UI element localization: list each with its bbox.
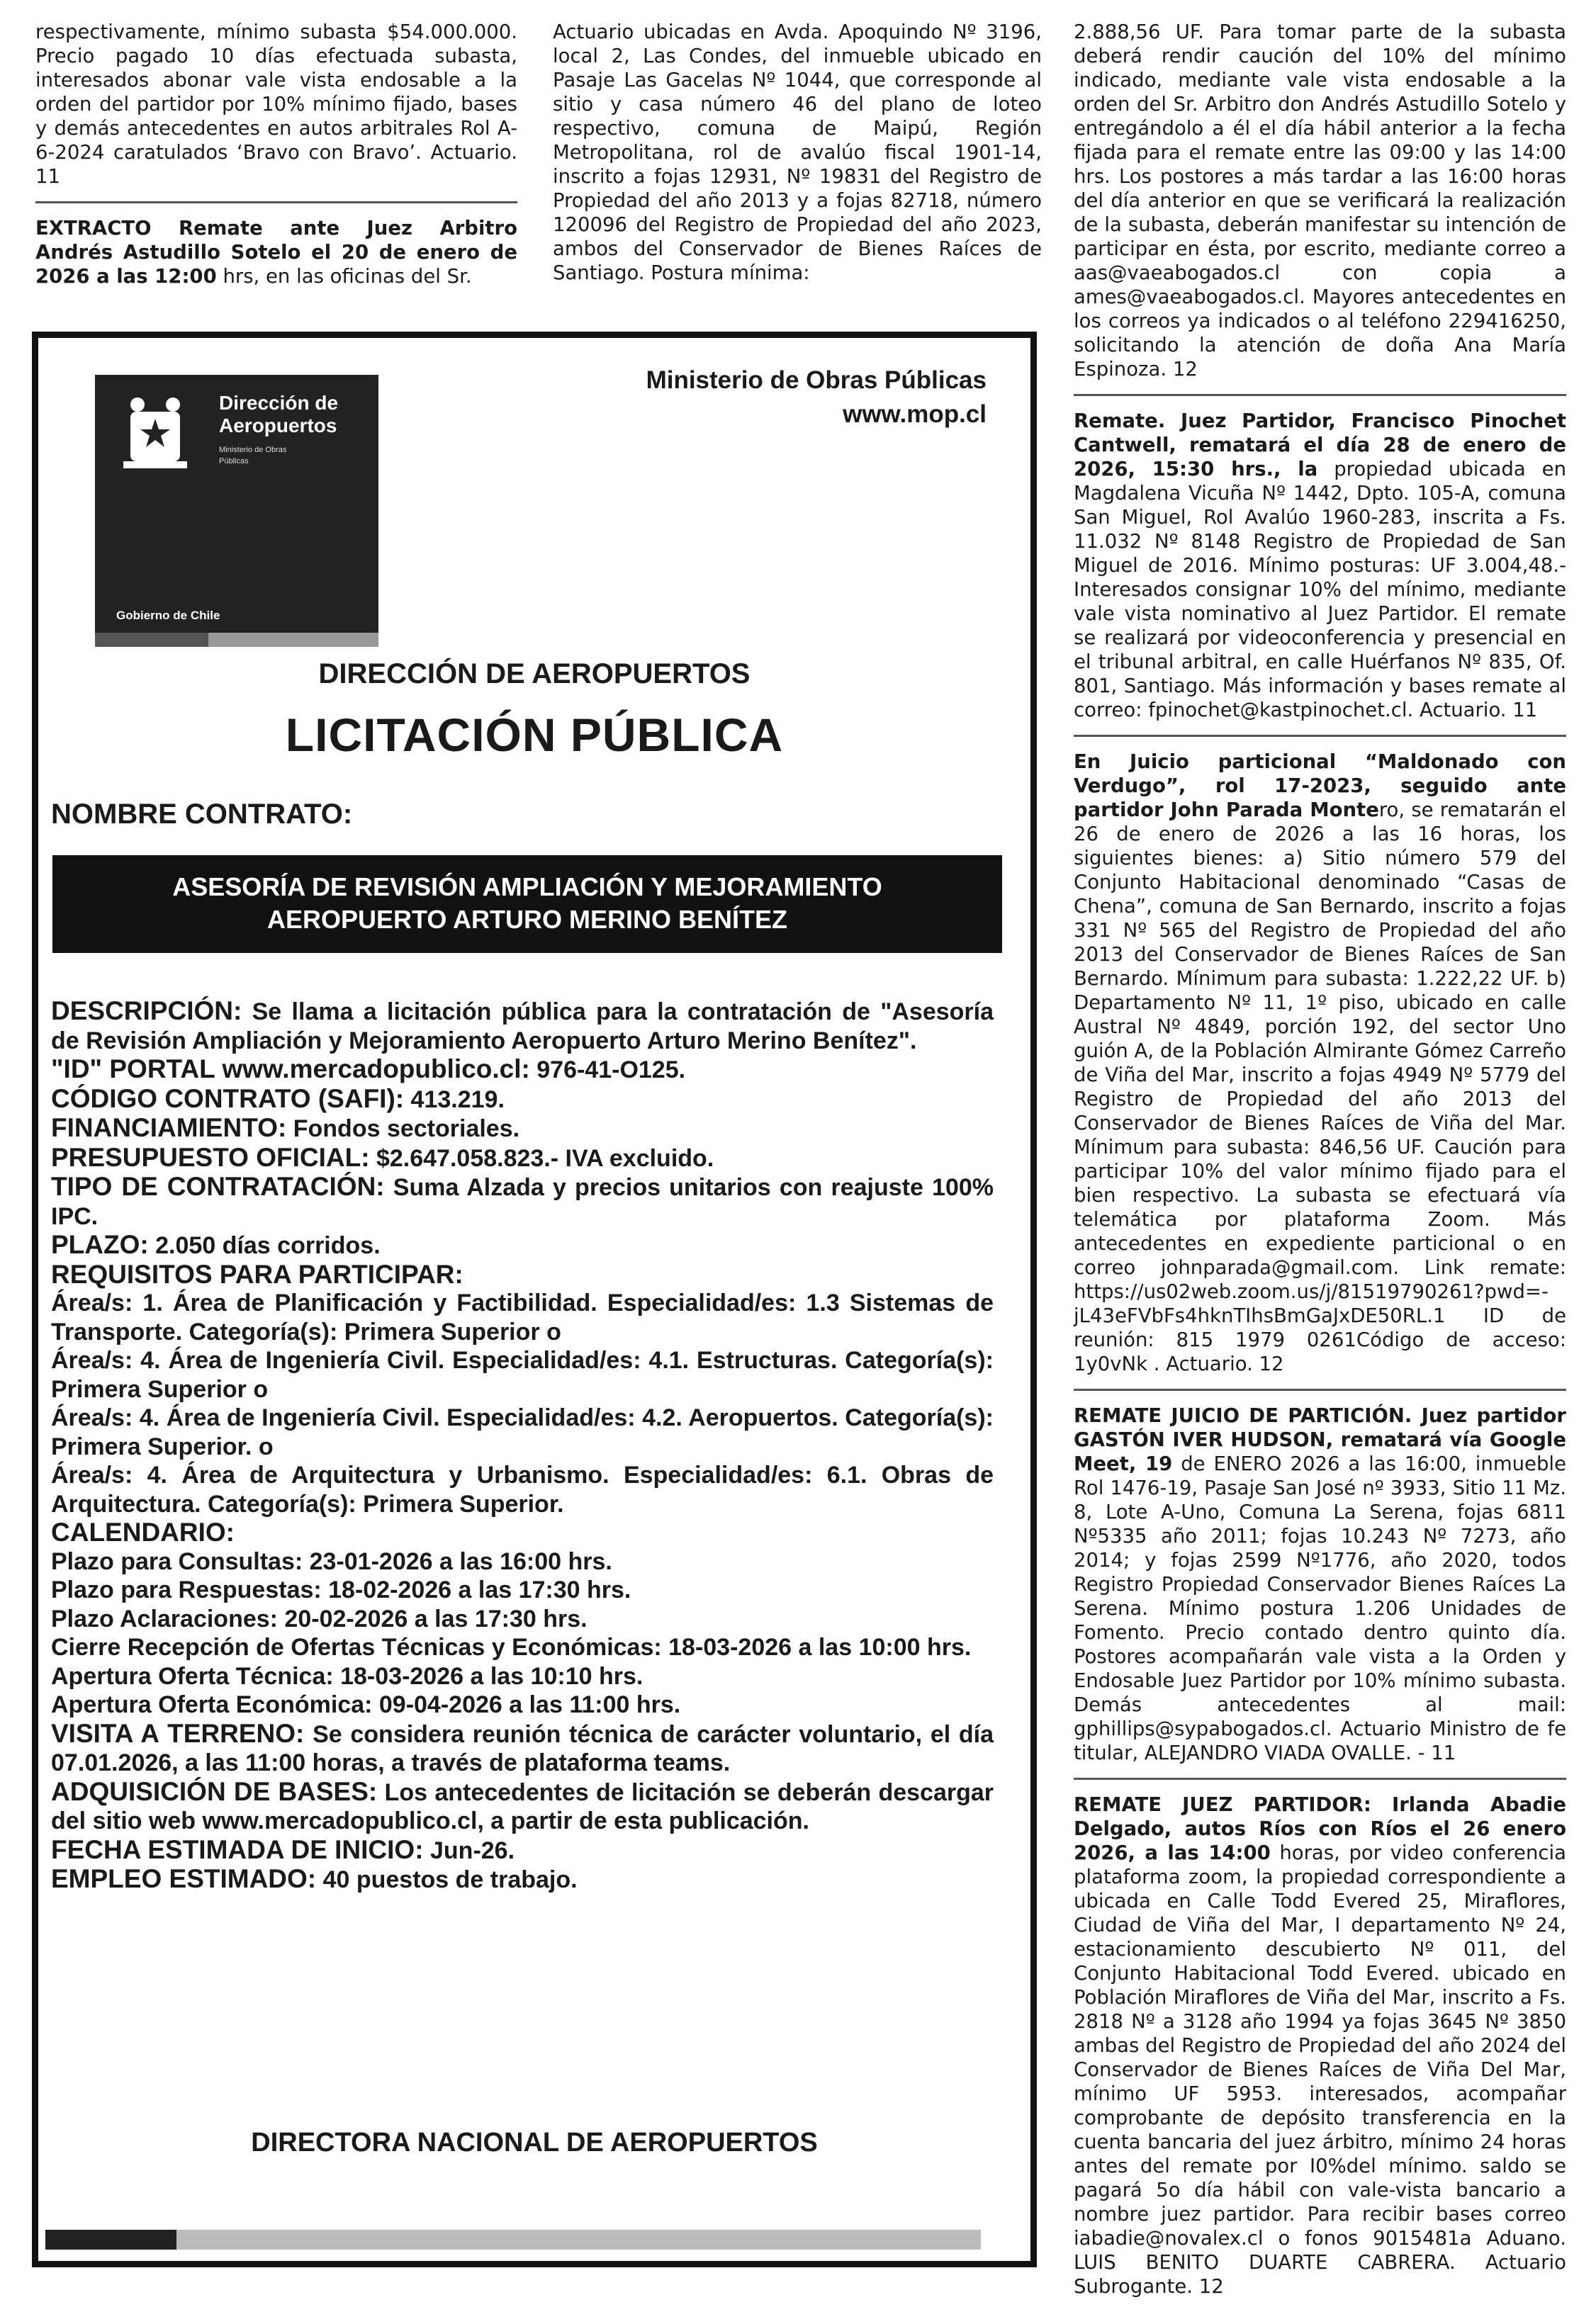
notice-body: hrs, en las oficinas del Sr.: [216, 265, 472, 288]
notice-heading: En Juicio particional “Maldonado con Verdugo”, rol 17-2023, seguido ante partidor John Parada Monte: [1074, 750, 1566, 821]
notice-extracto-remate: [35, 216, 517, 301]
calendario-item: Apertura Oferta Económica: 09-04-2026 a las 11:00 hrs.: [51, 1691, 681, 1718]
notice-text: [35, 216, 517, 288]
contract-name-line: AEROPUERTO ARTURO MERINO BENÍTEZ: [266, 905, 788, 934]
notice-text: [1074, 1793, 1566, 2298]
descripcion: DESCRIPCIÓN: Se llama a licitación pública para la contratación de "Asesoría de Revisión Ampliación y Mejoramiento Aeropuerto Arturo Merino Benítez".: [51, 996, 994, 1054]
coat-of-arms-icon: [116, 390, 194, 475]
requisito-item: Área/s: 4. Área de Ingeniería Civil. Especialidad/es: 4.2. Aeropuertos. Categoría(s): Primera Superior. o: [51, 1404, 994, 1460]
plazo: PLAZO: 2.050 días corridos.: [51, 1230, 381, 1259]
direccion-aeropuertos-logo: [95, 375, 378, 647]
requisito-item: Área/s: 4. Área de Ingeniería Civil. Especialidad/es: 4.1. Estructuras. Categoría(s): Primera Superior o: [51, 1347, 994, 1403]
notice-text: respectivamente, mínimo subasta $54.000.000. Precio pagado 10 días efectuada subasta, interesados abonar vale vista endosable a la orden del partidor por 10% mínimo fijado, bases y demás antecedentes en autos arbitrales Rol A-6-2024 caratulados ‘Bravo con Bravo’. Actuario. 11: [35, 21, 517, 188]
fecha-inicio: FECHA ESTIMADA DE INICIO: Jun-26.: [51, 1834, 515, 1864]
notice-remate-pinochet: [1074, 409, 1566, 737]
requisito-item: Área/s: 1. Área de Planificación y Factibilidad. Especialidad/es: 1.3 Sistemas de Transporte. Categoría(s): Primera Superior o: [51, 1290, 994, 1346]
notice-continuation: Actuario ubicadas en Avda. Apoquindo Nº 3196, local 2, Las Condes, del inmueble ubicado en Pasaje Las Gacelas Nº 1044, que corresponde al sitio y casa número 46 del plano de loteo respectivo, comuna de Maipú, Región Metropolitana, rol de avalúo fiscal 1901-14, inscrito a fojas 12931, Nº 19831 del Registro de Propiedad del año 2013 y a fojas 82718, número 120096 del Registro de Propiedad del año 2023, ambos del Conservador de Bienes Raíces de Santiago. Postura mínima:: [553, 21, 1042, 284]
calendario: CALENDARIO:: [51, 1518, 235, 1547]
ad-header: DIRECCIÓN DE AEROPUERTOS: [318, 658, 751, 689]
flag-bar: [45, 2230, 981, 2250]
ministry-name: Ministerio de Obras Públicas: [646, 366, 987, 394]
notice-heading: EXTRACTO Remate ante Juez Arbitro Andrés Astudillo Sotelo el 20 de enero de 2026 a las 12:00: [35, 217, 517, 288]
notice-bravo-con-bravo: [35, 20, 517, 203]
requisito-item: Área/s: 4. Área de Arquitectura y Urbanismo. Especialidad/es: 6.1. Obras de Arquitectura. Categoría(s): Primera Superior.: [51, 1462, 994, 1518]
contract-label: NOMBRE CONTRATO:: [51, 799, 353, 830]
flag-bar: [95, 633, 378, 647]
notice-maldonado-con-verdugo: [1074, 750, 1566, 1391]
notice-body: de ENERO 2026 a las 16:00, inmueble Rol 1476-19, Pasaje San José nº 3933, Sitio 11 Mz. 8, Lote A-Uno, Comuna La Serena, fojas 6811 Nº5335 año 2011; fojas 10.243 Nº 7273, año 2014; y fojas 2599 Nº1776, año 2020, todos Registro Propiedad Conservador Bienes Raíces La Serena. Mínimo postura 1.206 Unidades de Fomento. Precio contado dentro quinto día. Postores acompañarán vale vista a la Orden y Endosable Juez Partidor por 10% mínimo subasta. Demás antecedentes al mail: gphillips@sypabogados.cl. Actuario Ministro de fe titular, ALEJANDRO VIADA OVALLE. - 11: [1074, 1452, 1566, 1764]
gobierno-de-chile: Gobierno de Chile: [116, 609, 220, 622]
notice-text: [1074, 409, 1566, 722]
presupuesto: PRESUPUESTO OFICIAL: $2.647.058.823.- IVA excluido.: [51, 1142, 714, 1172]
financiamiento: FINANCIAMIENTO: Fondos sectoriales.: [51, 1113, 520, 1142]
tipo-contratacion: TIPO DE CONTRATACIÓN: Suma Alzada y precios unitarios con reajuste 100% IPC.: [51, 1172, 994, 1230]
visita-terreno: VISITA A TERRENO: Se considera reunión técnica de carácter voluntario, el día 07.01.2026, a las 11:00 horas, a través de plataforma teams.: [51, 1718, 994, 1776]
licitacion-ad: [32, 332, 1037, 2267]
column-3: [1074, 20, 1566, 2324]
signature: DIRECTORA NACIONAL DE AEROPUERTOS: [251, 2128, 818, 2157]
notice-text: [1074, 1404, 1566, 1765]
codigo-contrato: CÓDIGO CONTRATO (SAFI): 413.219.: [51, 1083, 505, 1113]
ad-title: LICITACIÓN PÚBLICA: [285, 709, 784, 761]
contract-name-box: [52, 855, 1002, 953]
notice-text: [1074, 750, 1566, 1376]
notice-continuation: [1074, 20, 1566, 396]
column-1: [35, 20, 517, 314]
notice-heading: Remate. Juez Partidor, Francisco Pinochet Cantwell, rematará el día 28 de enero de 2026, 15:30 hrs., la: [1074, 410, 1566, 480]
calendario-item: Plazo para Consultas: 23-01-2026 a las 16:00 hrs.: [51, 1547, 612, 1575]
adquisicion-bases: ADQUISICIÓN DE BASES: Los antecedentes de licitación se deberán descargar del sitio web www.mercadopublico.cl, a partir de esta publicación.: [51, 1776, 994, 1834]
notice-heading: REMATE JUEZ PARTIDOR: Irlanda Abadie Delgado, autos Ríos con Ríos el 26 enero 2026, a las 14:00: [1074, 1793, 1566, 1864]
notice-body: horas, por video conferencia plataforma zoom, la propiedad correspondiente a ubicada en Calle Todd Evered 25, Miraflores, Ciudad de Viña del Mar, I departamento Nº 24, estacionamiento descubierto Nº 011, del Conjunto Habitacional Todd Evered. ubicado en Población Miraflores de Viña del Mar, inscrito a Fs. 2818 Nº a 3128 año 1994 ya fojas 3645 Nº 3850 ambas del Registro de Propiedad del año 2024 del Conservador de Bienes Raíces de Viña Del Mar, mínimo UF 5953. interesados, acompañar comprobante de depósito transferencia en la cuenta bancaria del juez árbitro, mínimo 24 horas antes del remate por I0%del mínimo. saldo se pagará 5o día hábil con vale-vista bancario a nombre juez partidor. Para recibir bases correo iabadie@novalex.cl o fonos 9015481a Aduano. LUIS BENITO DUARTE CABRERA. Actuario Subrogante. 12: [1074, 1841, 1566, 2298]
calendario-item: Cierre Recepción de Ofertas Técnicas y Económicas: 18-03-2026 a las 10:00 hrs.: [51, 1634, 972, 1661]
logo-subtitle: Ministerio de Obras Públicas: [219, 446, 287, 466]
ad-details: [51, 997, 994, 1895]
notice-body: ro, se rematarán el 26 de enero de 2026 a las 16 horas, los siguientes bienes: a) Sitio número 579 del Conjunto Habitacional denominado “Casas de Chena”, comuna de San Bernardo, inscrito a fojas 331 Nº 565 del Registro de Propiedad del año 2013 del Conservador de Bienes Raíces de San Bernardo. Mínimum para subasta: 1.222,22 UF. b) Departamento Nº 11, 1º piso, ubicado en calle Austral Nº 4849, porción 192, del sector Uno guión A, de la Población Almirante Gómez Carreño de Viña del Mar, inscrito a fojas 4949 Nº 5779 del Registro de Propiedad del año 2013 del Conservador de Bienes Raíces de Viña del Mar. Mínimum para subasta: 846,56 UF. Caución para participar 10% del valor mínimo fijado para el bien respectivo. La subasta se efectuará vía telemática por plataforma Zoom. Más antecedentes en expediente particional o en correo johnparada@gmail.com. Link remate: https://us02web.zoom.us/j/81519790261?pwd=-jL43eFVbFs4hknTIhsBmGaJxDE50RL.1 ID de reunión: 815 1979 0261Código de acceso: 1y0vNk . Actuario. 12: [1074, 799, 1566, 1375]
id-portal: "ID" PORTAL www.mercadopublico.cl: 976-41-O125.: [51, 1054, 686, 1083]
empleo-estimado: EMPLEO ESTIMADO: 40 puestos de trabajo.: [51, 1864, 578, 1893]
logo-name: Dirección de Aeropuertos: [219, 392, 339, 436]
ministry-url: www.mop.cl: [843, 400, 987, 428]
calendario-item: Apertura Oferta Técnica: 18-03-2026 a las 10:10 hrs.: [51, 1662, 644, 1690]
notice-text: 2.888,56 UF. Para tomar parte de la subasta deberá rendir caución del 10% del mínimo indicado, mediante vale vista endosable a la orden del Sr. Arbitro don Andrés Astudillo Sotelo y entregándolo a él el día hábil anterior a la fecha fijada para el remate entre las 09:00 y las 14:00 hrs. Los postores a más tardar a las 16:00 horas del día anterior en que se verificará la realización de la subasta, deberán manifestar su intención de participar en ésta, por escrito, mediante correo a aas@vaeabogados.cl con copia a ames@vaeabogados.cl. Mayores antecedentes en los correos ya indicados o al teléfono 229416250, solicitando la atención de doña Ana María Espinoza. 12: [1074, 21, 1566, 380]
notice-body: propiedad ubicada en Magdalena Vicuña Nº 1442, Dpto. 105-A, comuna San Miguel, Rol Avalúo 1960-283, inscrita a Fs. 11.032 Nº 8148 Registro de Propiedad de San Miguel de 2016. Mínimo posturas: UF 3.004,48.- Interesados consignar 10% del mínimo, mediante vale vista nominativo al Juez Partidor. El remate se realizará por videoconferencia y presencial en el tribunal arbitral, en calle Huérfanos Nº 835, Of. 801, Santiago. Más información y bases remate al correo: fpinochet@kastpinochet.cl. Actuario. 11: [1074, 458, 1566, 721]
column-2: [553, 20, 1042, 285]
contract-name-line: ASESORÍA DE REVISIÓN AMPLIACIÓN Y MEJORAMIENTO: [172, 872, 882, 901]
notice-remate-juicio-particion: [1074, 1404, 1566, 1780]
calendario-item: Plazo para Respuestas: 18-02-2026 a las 17:30 hrs.: [51, 1576, 631, 1603]
notice-heading: REMATE JUICIO DE PARTICIÓN. Juez partidor GASTÓN IVER HUDSON, rematará vía Google Meet, 19: [1074, 1404, 1566, 1475]
notice-remate-abadie: [1074, 1793, 1566, 2311]
calendario-item: Plazo Aclaraciones: 20-02-2026 a las 17:30 hrs.: [51, 1605, 588, 1632]
requisitos: REQUISITOS PARA PARTICIPAR:: [51, 1259, 463, 1289]
